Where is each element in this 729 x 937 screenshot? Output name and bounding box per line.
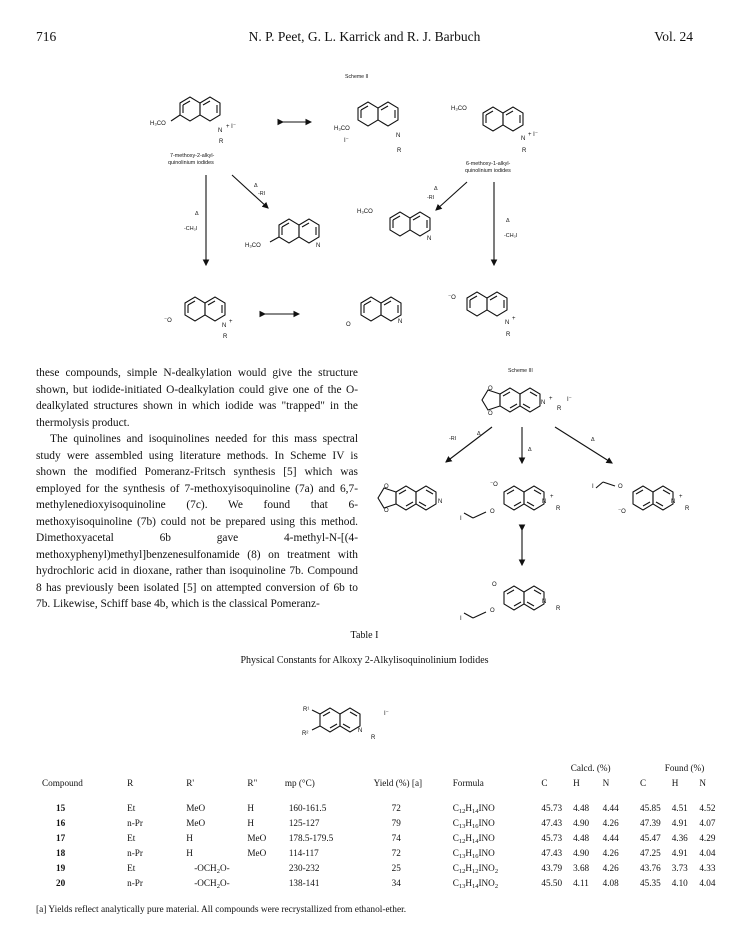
table-cell-compound: 20 <box>56 877 66 888</box>
svg-text:Δ: Δ <box>434 186 438 192</box>
iodide-label: I⁻ <box>384 711 389 717</box>
svg-text:R: R <box>522 148 527 154</box>
svg-text:R: R <box>397 148 402 154</box>
table-cell-r: Et <box>127 862 136 873</box>
svg-text:Δ: Δ <box>254 183 258 189</box>
physical-constants-table <box>36 760 729 890</box>
svg-text:N: N <box>541 400 546 406</box>
page-number: 716 <box>36 29 57 44</box>
svg-text:Δ: Δ <box>477 431 481 437</box>
svg-text:O: O <box>492 582 497 588</box>
table-cell-found-h: 4.91 <box>671 847 688 858</box>
scheme-2-figure <box>0 70 729 350</box>
table-cell-yield: 72 <box>391 847 401 858</box>
table-cell-yield: 72 <box>391 802 401 813</box>
svg-text:N: N <box>438 499 443 505</box>
svg-text:O: O <box>488 411 493 417</box>
table-cell-calc-n: 4.08 <box>602 877 619 888</box>
svg-text:-RI: -RI <box>258 191 266 197</box>
table-cell-calc-c: 45.50 <box>541 877 563 888</box>
svg-text:+: + <box>229 319 233 325</box>
table-row <box>36 815 729 830</box>
table-row <box>36 830 729 845</box>
table-cell-mp: 138-141 <box>288 877 320 888</box>
table-header-cell: N <box>602 777 610 788</box>
svg-text:-CH₃I: -CH₃I <box>504 233 518 239</box>
table-cell-mp: 125-127 <box>288 817 320 828</box>
table-header-cell: Yield (%) [a] <box>373 777 423 788</box>
body-text <box>36 365 358 613</box>
svg-text:H₃CO: H₃CO <box>357 209 373 215</box>
table-cell-calc-h: 3.68 <box>573 862 590 873</box>
table-cell-compound: 16 <box>56 817 66 828</box>
table-header-cell: Formula <box>452 777 484 788</box>
svg-text:-RI: -RI <box>427 195 435 201</box>
table-cell-r2: MeO <box>247 832 267 843</box>
svg-text:R: R <box>685 506 690 512</box>
table-cell-found-n: 4.04 <box>699 847 716 858</box>
n-label: N <box>358 728 363 734</box>
table-cell-calc-c: 43.79 <box>541 862 563 873</box>
table-cell-found-c: 45.47 <box>640 832 661 843</box>
table-cell-r: Et <box>127 802 136 813</box>
svg-text:N: N <box>671 499 676 505</box>
body-paragraph-1: these compounds, simple N-dealkylation would give the structure shown, but iodide-initiated O-dealkylation could give one of the O-dealkylated structures shown in which iodide was "trapped" in the thermolysis product. <box>36 367 358 429</box>
svg-text:N: N <box>316 243 321 249</box>
scheme-2-label-right-1: 6-methoxy-1-alkyl- <box>466 161 511 167</box>
table-header-cell: C <box>541 777 548 788</box>
svg-text:+: + <box>679 494 683 500</box>
table-cell-r: n-Pr <box>127 877 143 888</box>
table-cell-compound: 15 <box>56 802 66 813</box>
table-cell-formula: $C_{12}H_{14}INO$ <box>452 832 495 845</box>
table-row <box>36 845 729 860</box>
table-cell-calc-h: 4.48 <box>573 832 590 843</box>
table-header-cell: H <box>671 777 679 788</box>
table-cell-formula: $C_{13}H_{16}INO$ <box>452 847 495 860</box>
table-cell-mp: 114-117 <box>288 847 319 858</box>
svg-text:H₃CO: H₃CO <box>334 126 350 132</box>
table-cell-found-n: 4.29 <box>699 832 716 843</box>
table-cell-mp: 178.5-179.5 <box>288 832 334 843</box>
svg-text:+: + <box>549 396 553 402</box>
r2-label: R² <box>302 731 309 737</box>
table-cell-mp: 160-161.5 <box>288 802 327 813</box>
svg-text:I⁻: I⁻ <box>344 138 349 144</box>
scheme-3-title: Scheme III <box>508 368 533 374</box>
table-header-cell: N <box>699 777 706 788</box>
svg-text:O: O <box>384 484 389 490</box>
svg-text:O: O <box>618 484 623 490</box>
table-cell-yield: 79 <box>391 817 401 828</box>
table-row <box>36 860 729 875</box>
table-cell-calc-c: 47.43 <box>541 817 563 828</box>
r-label: R <box>219 139 224 145</box>
table-cell-found-n: 4.33 <box>699 862 716 873</box>
table-cell-r2: H <box>247 802 255 813</box>
table-cell-r2: MeO <box>247 847 267 858</box>
svg-text:H₃CO: H₃CO <box>451 106 467 112</box>
r1-label: R¹ <box>303 707 310 713</box>
table-header-cell: R" <box>247 777 258 788</box>
svg-text:O: O <box>490 509 495 515</box>
table-title: Physical Constants for Alkoxy 2-Alkylisoquinolinium Iodides <box>240 655 489 666</box>
svg-text:Δ: Δ <box>528 447 532 453</box>
volume-label: Vol. 24 <box>654 29 693 44</box>
svg-text:N: N <box>427 236 432 242</box>
svg-text:Δ: Δ <box>591 437 595 443</box>
r-label-table: R <box>371 735 376 741</box>
table-cell-yield: 74 <box>391 832 401 843</box>
svg-text:R: R <box>557 406 562 412</box>
svg-text:I: I <box>592 484 594 490</box>
table-header-cell: H <box>573 777 580 788</box>
svg-text:Δ: Δ <box>195 211 199 217</box>
table-cell-yield: 34 <box>391 877 401 888</box>
scheme-3-figure <box>360 360 729 630</box>
table-cell-found-h: 3.73 <box>671 862 688 873</box>
table-cell-formula: $C_{13}H_{16}INO$ <box>452 817 495 830</box>
calcd-group-header: Calcd. (%) <box>570 762 611 773</box>
table-cell-r1: $-OCH_2O-$ <box>194 862 230 875</box>
table-cell-calc-h: 4.90 <box>573 817 590 828</box>
svg-text:H₃CO: H₃CO <box>245 243 261 249</box>
table-cell-r1: MeO <box>186 817 206 828</box>
scheme-2-label-left-1: 7-methoxy-2-alkyl- <box>170 153 215 159</box>
table-cell-calc-n: 4.44 <box>602 802 619 813</box>
table-cell-calc-h: 4.11 <box>573 877 589 888</box>
h3co-label: H₃CO <box>150 121 166 127</box>
svg-text:+: + <box>550 494 554 500</box>
table-row <box>36 875 729 890</box>
table-cell-r: n-Pr <box>127 817 143 828</box>
svg-text:⁻O: ⁻O <box>618 509 626 515</box>
table-cell-found-c: 43.76 <box>640 862 661 873</box>
svg-text:-CH₃I: -CH₃I <box>184 226 198 232</box>
scheme-2-title: Scheme II <box>345 74 369 80</box>
svg-text:R: R <box>556 506 561 512</box>
svg-text:O: O <box>384 508 389 514</box>
body-paragraph-2: The quinolines and isoquinolines needed for this mass spectral study were assembled using literature methods. In Scheme IV is shown the modified Pomeranz-Fritsch synthesis [5] which was employed for the synthesis of 7-methoxyisoquinoline (7a) and 6,7-methylenedioxyisoquinoline (7c). We found that 6-methoxyisoquinoline (7b) could not be prepared using this method. Dimethoxyacetal 6b gave 4-methyl-N-[(4-methoxyphenyl)methyl]benzenesulfonamide (8) on treatment with hydrochloric acid in dioxane, rather than isoquinoline 7b. Compound 8 has previously been isolated [5] on attempted conversion of 6b to 7b. Likewise, Schiff base 4b, which is the classical Pomeranz- <box>36 433 358 610</box>
table-cell-r1: $-OCH_2O-$ <box>194 877 230 890</box>
svg-text:N: N <box>398 319 403 325</box>
table-cell-calc-c: 47.43 <box>541 847 563 858</box>
table-cell-found-n: 4.07 <box>699 817 716 828</box>
svg-text:+ I⁻: + I⁻ <box>226 124 237 130</box>
table-cell-found-c: 47.39 <box>640 817 661 828</box>
svg-text:N: N <box>521 136 526 142</box>
svg-text:N: N <box>542 599 547 605</box>
table-header-cell: mp (°C) <box>284 777 315 788</box>
table-group-header-row <box>36 760 729 775</box>
table-cell-r1: MeO <box>186 802 206 813</box>
table-label: Table I <box>350 630 379 641</box>
svg-text:O: O <box>346 322 351 328</box>
table-cell-yield: 25 <box>391 862 401 873</box>
table-cell-found-c: 45.85 <box>640 802 661 813</box>
svg-text:N: N <box>396 133 401 139</box>
svg-text:+: + <box>512 316 516 322</box>
svg-text:O: O <box>490 608 495 614</box>
table-cell-found-h: 4.51 <box>671 802 688 813</box>
table-cell-compound: 18 <box>56 847 66 858</box>
svg-text:+ I⁻: + I⁻ <box>528 132 539 138</box>
table-cell-found-h: 4.10 <box>671 877 688 888</box>
table-cell-found-c: 45.35 <box>640 877 661 888</box>
svg-text:R: R <box>506 332 511 338</box>
table-cell-formula: $C_{12}H_{12}INO_2$ <box>452 862 499 875</box>
scheme-2-label-right-2: quinolinium iodides <box>465 168 511 174</box>
table-header-cell: Compound <box>42 777 83 788</box>
table-structure-figure <box>300 700 430 750</box>
table-footnote: [a] Yields reflect analytically pure material. All compounds were recrystallized from ethanol-ether. <box>36 905 407 915</box>
table-cell-found-h: 4.36 <box>671 832 688 843</box>
scheme-2-label-left-2: quinolinium iodides <box>168 160 214 166</box>
svg-text:N: N <box>542 499 547 505</box>
svg-text:N: N <box>222 323 227 329</box>
table-cell-calc-h: 4.90 <box>573 847 590 858</box>
table-cell-calc-c: 45.73 <box>541 802 563 813</box>
table-cell-r1: H <box>186 847 193 858</box>
table-cell-calc-n: 4.26 <box>602 817 619 828</box>
table-cell-found-n: 4.52 <box>699 802 716 813</box>
table-cell-found-h: 4.91 <box>671 817 688 828</box>
table-cell-r: Et <box>127 832 136 843</box>
n-plus-label: N <box>218 128 223 134</box>
svg-text:R: R <box>223 334 228 340</box>
table-cell-calc-n: 4.44 <box>602 832 619 843</box>
svg-text:⁻O: ⁻O <box>448 295 456 301</box>
svg-text:⁻O: ⁻O <box>490 482 498 488</box>
table-header-cell: R <box>127 777 134 788</box>
table-cell-found-n: 4.04 <box>699 877 716 888</box>
svg-text:⁻O: ⁻O <box>164 318 172 324</box>
running-head-authors: N. P. Peet, G. L. Karrick and R. J. Barbuch <box>248 29 481 44</box>
table-cell-r: n-Pr <box>127 847 143 858</box>
table-cell-mp: 230-232 <box>288 862 320 873</box>
svg-text:I: I <box>460 616 462 622</box>
svg-text:I⁻: I⁻ <box>567 397 572 403</box>
table-header-row <box>36 775 729 800</box>
svg-text:-RI: -RI <box>449 436 457 442</box>
table-cell-formula: $C_{12}H_{14}INO$ <box>452 802 495 815</box>
table-cell-calc-h: 4.48 <box>573 802 590 813</box>
table-cell-r1: H <box>186 832 193 843</box>
table-header-cell: R' <box>186 777 195 788</box>
table-cell-compound: 19 <box>56 862 66 873</box>
table-cell-compound: 17 <box>56 832 66 843</box>
table-cell-calc-n: 4.26 <box>602 862 619 873</box>
svg-text:N: N <box>505 320 510 326</box>
svg-text:R: R <box>556 606 561 612</box>
found-group-header: Found (%) <box>664 762 705 773</box>
svg-text:O: O <box>488 386 493 392</box>
table-cell-calc-n: 4.26 <box>602 847 619 858</box>
table-cell-formula: $C_{13}H_{14}INO_2$ <box>452 877 499 890</box>
svg-text:I: I <box>460 516 462 522</box>
table-row <box>36 800 729 815</box>
svg-text:Δ: Δ <box>506 218 510 224</box>
table-cell-calc-c: 45.73 <box>541 832 563 843</box>
table-header-cell: C <box>640 777 647 788</box>
table-cell-found-c: 47.25 <box>640 847 661 858</box>
table-cell-r2: H <box>247 817 255 828</box>
